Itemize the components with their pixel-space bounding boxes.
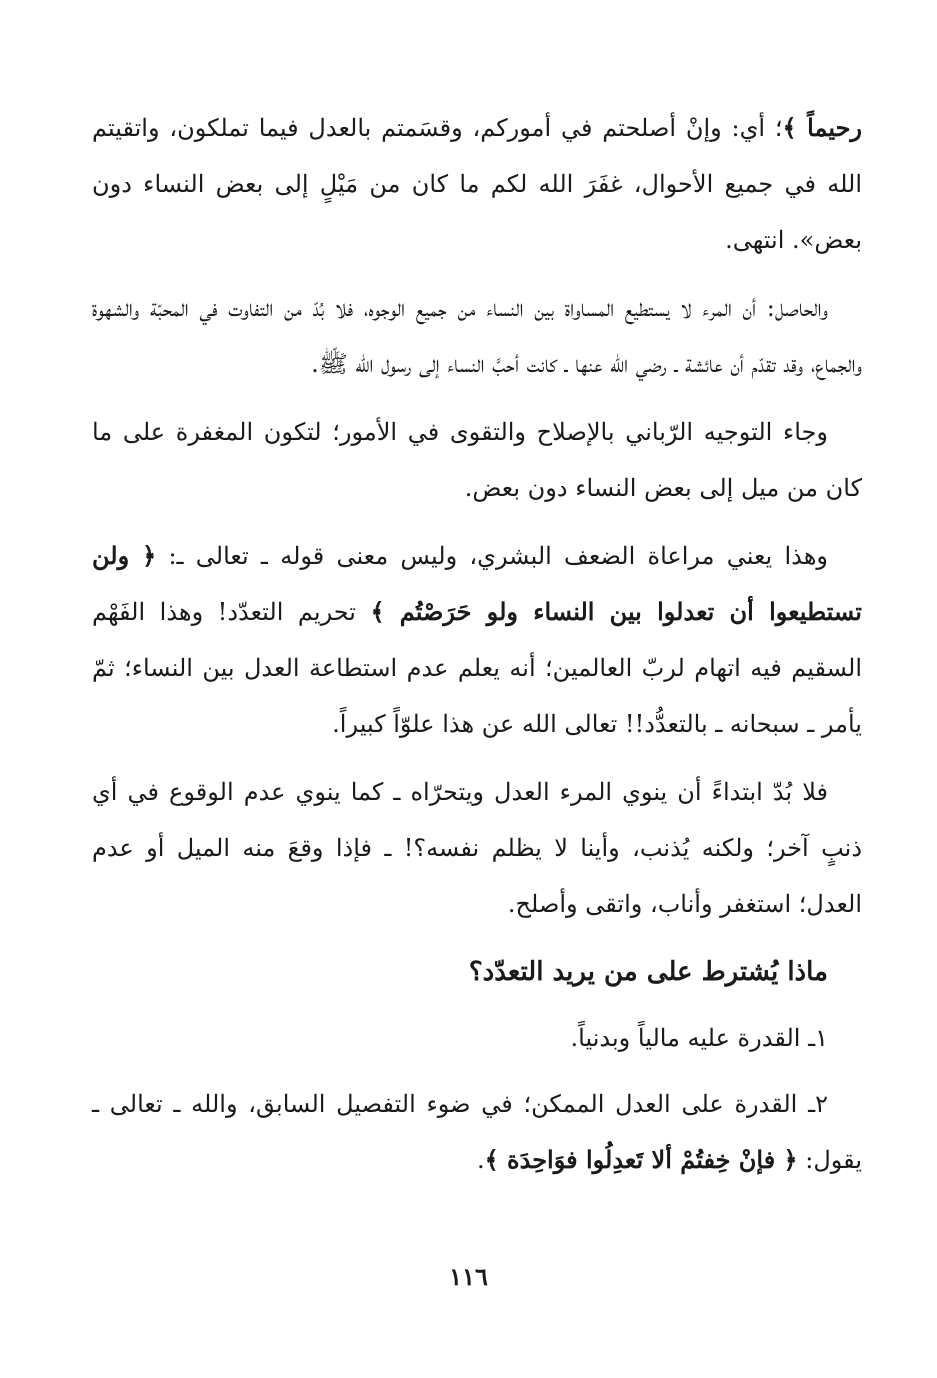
section-heading: ماذا يُشترط على من يريد التعدّد؟ bbox=[468, 957, 828, 987]
paragraph-text: وجاء التوجيه الرّباني بالإصلاح والتقوى في الأمور؛ لتكون المغفرة على ما كان من ميل إلى بعض النساء دون بعض. bbox=[92, 418, 862, 502]
list-item-1: ١ـ القدرة عليه مالياً وبدنياً. bbox=[570, 1024, 828, 1052]
paragraph-text: فلا بُدّ ابتداءً أن ينوي المرء العدل ويتحرّاه ـ كما ينوي عدم الوقوع في أي ذنبٍ آخر؛ ولكنه يُذنب، وأينا لا يظلم نفسه؟! ـ فإذا وقعَ منه الميل أو عدم العدل؛ استغفر وأناب، واتقى وأصلح. bbox=[92, 778, 862, 918]
list-item-2 bbox=[92, 1076, 862, 1188]
page-body bbox=[92, 100, 862, 1198]
page-number: ١١٦ bbox=[449, 1262, 488, 1291]
paragraph-4 bbox=[92, 528, 862, 752]
paragraph-text: تحريم التعدّد! وهذا الفَهْم السقيم فيه اتهام لربّ العالمين؛ أنه يعلم عدم استطاعة العدل بين النساء؛ ثمّ يأمر ـ سبحانه ـ بالتعدُّد!! تعالى الله عن هذا علوّاً كبيراً. bbox=[92, 598, 862, 738]
paragraph-5 bbox=[92, 764, 862, 932]
quran-quote: ﴿ ولن تستطيعوا أن تعدلوا بين النساء ولو حَرَصْتُم ﴾ bbox=[92, 541, 862, 626]
list-item-text: . bbox=[476, 1146, 485, 1174]
paragraph-1 bbox=[92, 100, 862, 268]
paragraph-text: والحاصل: أن المرء لا يستطيع المساواة بين النساء من جميع الوجوه، فلا بُدّ من التفاوت في المحبّة والشهوة والجماع، وقد تقدّم أن عائشة ـ رضي الله عنها ـ كانت أحبَّ النساء إلى رسول الله ﷺ. bbox=[92, 294, 862, 378]
paragraph-text: وهذا يعني مراعاة الضعف البشري، وليس معنى قوله ـ تعالى ـ: bbox=[156, 542, 828, 570]
quran-quote: ﴿ فإنْ خِفتُمْ ألا تَعدِلُوا فوَاحِدَة ﴾ bbox=[484, 1145, 798, 1174]
paragraph-2 bbox=[92, 280, 862, 392]
list-item-text: ٢ـ القدرة على العدل الممكن؛ في ضوء التفصيل السابق، والله ـ تعالى ـ يقول: bbox=[92, 1090, 862, 1174]
paragraph-3 bbox=[92, 404, 862, 516]
quran-quote: رحيماً ﴾ bbox=[782, 113, 862, 142]
paragraph-text: ؛ أي: وإنْ أصلحتم في أموركم، وقسَمتم بالعدل فيما تملكون، واتقيتم الله في جميع الأحوال، غفَرَ الله لكم ما كان من مَيْلٍ إلى بعض النساء دون بعض». انتهى. bbox=[92, 114, 862, 254]
